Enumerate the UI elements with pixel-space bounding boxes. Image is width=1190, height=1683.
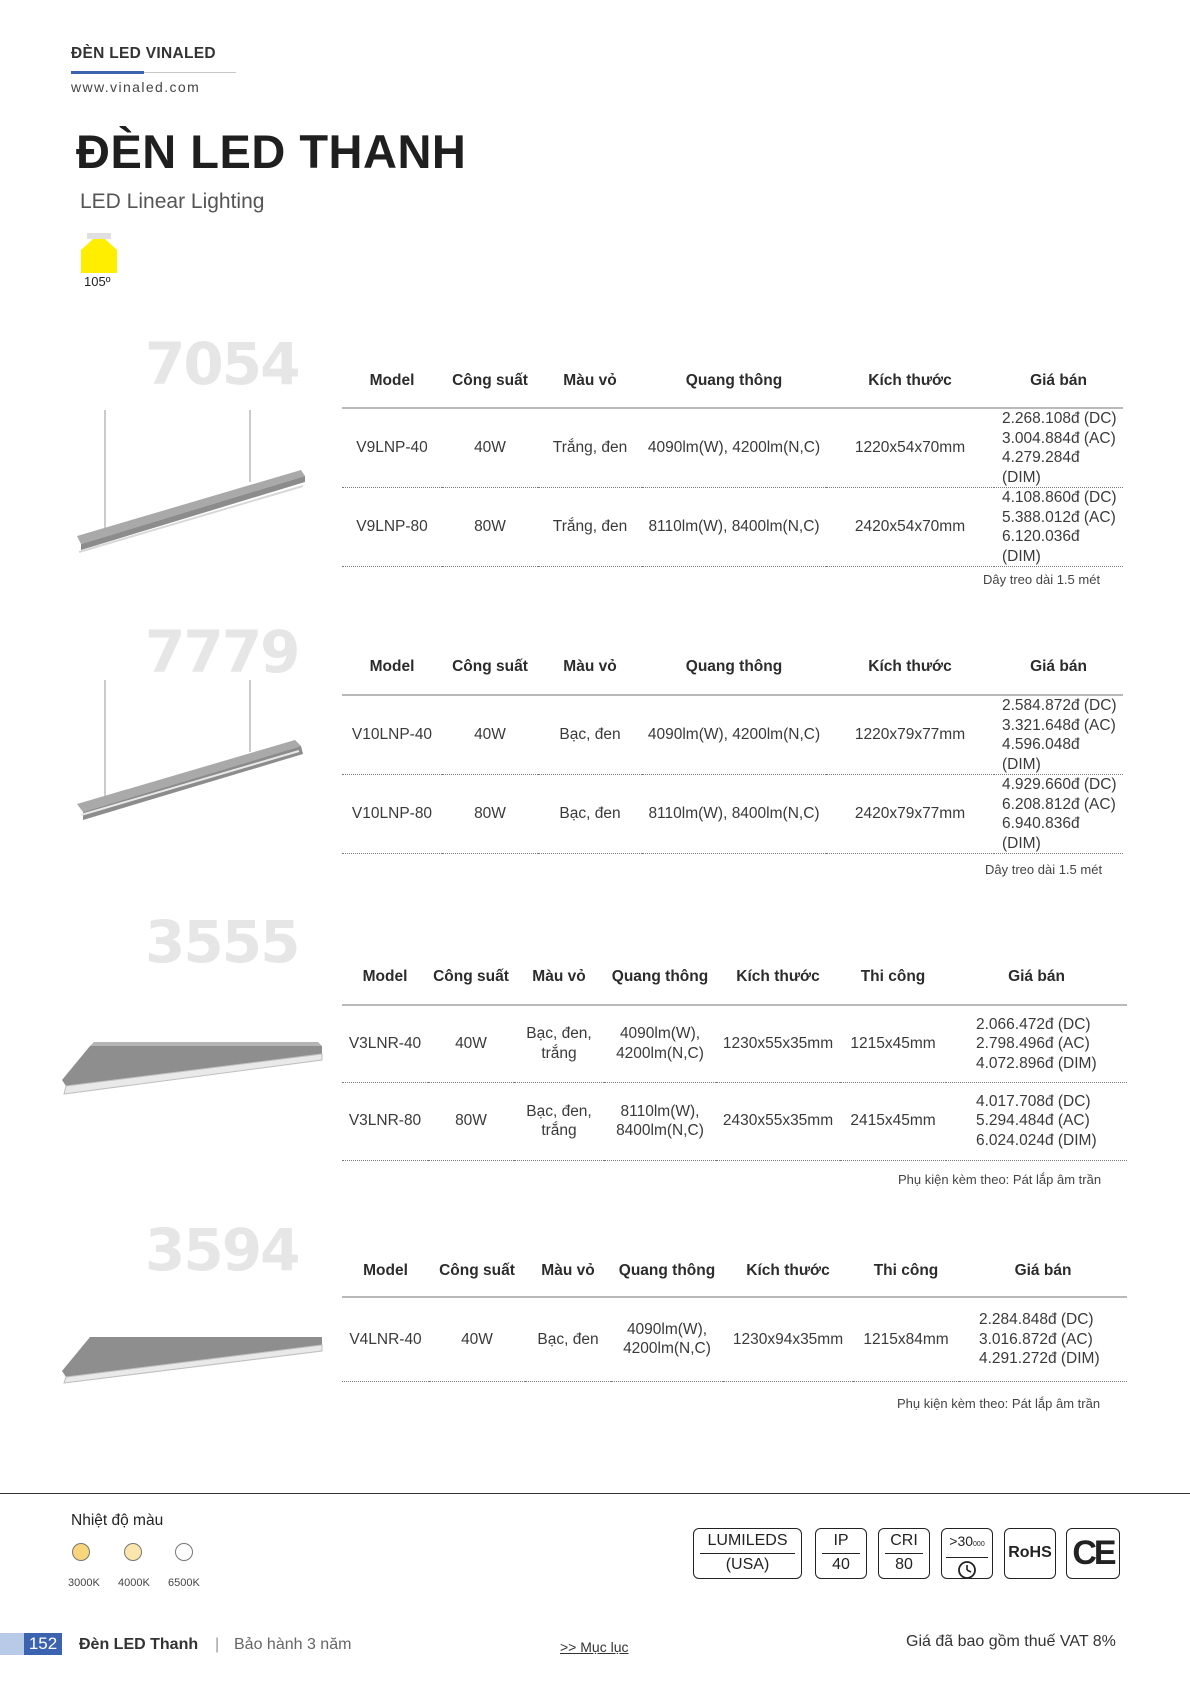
size-cell: 2420x79x77mm	[826, 775, 994, 854]
header-power: Công suất	[442, 640, 538, 695]
spec-table	[342, 355, 1123, 567]
lumen-line: 8400lm(N,C)	[616, 1122, 704, 1139]
lumileds-origin: (USA)	[725, 1556, 770, 1573]
color-cell: Trắng, đen	[538, 408, 642, 488]
price-dim: 4.279.284đ (DIM)	[1002, 449, 1080, 486]
color-temp-title: Nhiệt độ màu	[71, 1512, 164, 1529]
price-cell	[994, 695, 1123, 775]
price-ac: 5.294.484đ (AC)	[976, 1112, 1090, 1130]
table-row	[342, 1005, 1127, 1082]
brand-underline-grey	[144, 72, 236, 73]
price-ac: 2.798.496đ (AC)	[976, 1035, 1090, 1052]
lumen-cell: 8110lm(W), 8400lm(N,C)	[642, 775, 826, 854]
color-line: trắng	[541, 1122, 577, 1139]
color-cell	[514, 1082, 604, 1160]
header-model: Model	[342, 950, 428, 1005]
clock-icon	[954, 1558, 980, 1580]
table-row	[342, 488, 1123, 567]
size-cell: 1220x79x77mm	[826, 695, 994, 775]
page-number: 152	[24, 1633, 62, 1655]
size-cell: 1230x94x35mm	[723, 1297, 853, 1381]
lumen-line: 4200lm(N,C)	[623, 1340, 711, 1358]
price-dc: 4.017.708đ (DC)	[976, 1092, 1091, 1110]
lumen-cell: 8110lm(W), 8400lm(N,C)	[642, 488, 826, 567]
lumen-cell	[611, 1297, 723, 1381]
footer-section-title: Đèn LED Thanh	[79, 1636, 199, 1653]
price-dc: 2.584.872đ (DC)	[1002, 697, 1117, 714]
spec-table	[342, 640, 1123, 854]
price-cell	[994, 775, 1123, 854]
size-cell: 2420x54x70mm	[826, 488, 994, 567]
table-note: Phụ kiện kèm theo: Pát lắp âm trần	[897, 1396, 1101, 1411]
footer-warranty: Bảo hành 3 năm	[234, 1636, 352, 1653]
table-row	[342, 775, 1123, 854]
price-dc: 4.929.660đ (DC)	[1002, 776, 1117, 793]
color-line: Bạc, đen,	[526, 1025, 592, 1043]
header-model: Model	[342, 640, 442, 695]
ip-rating-badge	[815, 1528, 867, 1579]
power-cell: 40W	[429, 1297, 525, 1381]
lumen-line: 4200lm(N,C)	[616, 1044, 704, 1062]
pendant-linear-light-image	[75, 410, 311, 555]
spec-table	[342, 950, 1127, 1161]
model-cell: V10LNP-40	[342, 695, 442, 775]
lifetime-badge	[941, 1528, 993, 1579]
price-cell	[946, 1005, 1127, 1082]
header-price: Giá bán	[994, 640, 1123, 695]
cri-value: 80	[895, 1556, 913, 1573]
model-cell: V9LNP-40	[342, 408, 442, 488]
size-cell: 2430x55x35mm	[716, 1082, 840, 1160]
header-color: Màu vỏ	[514, 950, 604, 1005]
header-color: Màu vỏ	[538, 355, 642, 408]
header-model: Model	[342, 355, 442, 408]
price-dc: 2.284.848đ (DC)	[979, 1311, 1094, 1328]
color-cell: Bạc, đen	[538, 775, 642, 854]
lumen-cell	[604, 1082, 716, 1160]
footer-separator: |	[215, 1636, 220, 1653]
lumen-cell: 4090lm(W), 4200lm(N,C)	[642, 408, 826, 488]
lifetime-label	[946, 1529, 988, 1558]
price-dim: 4.596.048đ (DIM)	[1002, 736, 1080, 773]
install-cell: 2415x45mm	[840, 1082, 946, 1160]
color-dot-3000k	[72, 1543, 90, 1561]
header-size: Kích thước	[716, 950, 840, 1005]
lumileds-label: LUMILEDS	[700, 1529, 795, 1554]
power-cell: 40W	[428, 1005, 514, 1082]
color-cell: Bạc, đen	[525, 1297, 611, 1381]
table-row	[342, 408, 1123, 488]
price-dim: 6.120.036đ (DIM)	[1002, 528, 1080, 565]
lumen-line: 4090lm(W),	[626, 1320, 708, 1338]
model-cell: V4LNR-40	[342, 1297, 429, 1381]
header-color: Màu vỏ	[538, 640, 642, 695]
color-cell: Bạc, đen	[538, 695, 642, 775]
ip-label: IP	[822, 1529, 860, 1554]
cri-badge	[878, 1528, 930, 1579]
header-install: Thi công	[853, 1245, 959, 1297]
table-row	[342, 1297, 1127, 1381]
header-lumen: Quang thông	[611, 1245, 723, 1297]
price-dim: 4.291.272đ (DIM)	[979, 1350, 1100, 1367]
price-cell	[959, 1297, 1127, 1381]
price-ac: 3.321.648đ (AC)	[1002, 716, 1116, 734]
vat-note: Giá đã bao gồm thuế VAT 8%	[906, 1633, 1116, 1650]
page-number-accent	[0, 1633, 24, 1655]
price-ac: 5.388.012đ (AC)	[1002, 508, 1116, 526]
series-code: 3555	[145, 908, 299, 976]
price-dim: 4.072.896đ (DIM)	[976, 1054, 1097, 1072]
color-cell: Trắng, đen	[538, 488, 642, 567]
size-cell: 1230x55x35mm	[716, 1005, 840, 1082]
color-line: trắng	[541, 1044, 577, 1062]
beam-angle-label: 105º	[84, 274, 111, 289]
price-dim: 6.940.836đ (DIM)	[1002, 815, 1080, 852]
table-row	[342, 1082, 1127, 1160]
header-size: Kích thước	[826, 640, 994, 695]
price-dim: 6.024.024đ (DIM)	[976, 1131, 1097, 1149]
price-ac: 6.208.812đ (AC)	[1002, 795, 1116, 813]
lumen-line: 4090lm(W),	[619, 1025, 701, 1043]
series-code: 7779	[145, 618, 299, 686]
color-temp-label: 3000K	[68, 1577, 100, 1589]
header-lumen: Quang thông	[604, 950, 716, 1005]
header-lumen: Quang thông	[642, 640, 826, 695]
color-temp-label: 4000K	[118, 1577, 150, 1589]
power-cell: 80W	[428, 1082, 514, 1160]
pendant-linear-light-image	[75, 680, 311, 820]
lifetime-hours-suffix: 000	[973, 1541, 985, 1548]
page-subtitle: LED Linear Lighting	[80, 190, 265, 213]
install-cell: 1215x45mm	[840, 1005, 946, 1082]
model-cell: V3LNR-40	[342, 1005, 428, 1082]
header-price: Giá bán	[959, 1245, 1127, 1297]
header-price: Giá bán	[946, 950, 1127, 1005]
table-note: Dây treo dài 1.5 mét	[985, 862, 1103, 877]
power-cell: 40W	[442, 408, 538, 488]
header-power: Công suất	[428, 950, 514, 1005]
rohs-badge: RoHS	[1004, 1528, 1056, 1579]
lumileds-badge	[693, 1528, 802, 1579]
price-ac: 3.016.872đ (AC)	[979, 1330, 1093, 1348]
beam-angle-icon	[81, 233, 117, 273]
header-price: Giá bán	[994, 355, 1123, 408]
table-row	[342, 695, 1123, 775]
color-dot-6500k	[175, 1543, 193, 1561]
header-size: Kích thước	[826, 355, 994, 408]
series-code: 3594	[145, 1216, 299, 1284]
price-cell	[994, 488, 1123, 567]
header-lumen: Quang thông	[642, 355, 826, 408]
table-note: Phụ kiện kèm theo: Pát lắp âm trần	[898, 1172, 1102, 1187]
cri-label: CRI	[885, 1529, 923, 1554]
lumen-cell	[604, 1005, 716, 1082]
lifetime-hours: >30	[949, 1533, 974, 1549]
model-cell: V10LNP-80	[342, 775, 442, 854]
price-dc: 2.066.472đ (DC)	[976, 1015, 1091, 1033]
lumen-cell: 4090lm(W), 4200lm(N,C)	[642, 695, 826, 775]
color-line: Bạc, đen,	[526, 1102, 592, 1120]
ce-mark-badge: CE	[1066, 1528, 1120, 1579]
footer-divider	[0, 1493, 1190, 1494]
recessed-linear-light-image	[60, 1333, 326, 1385]
brand-underline	[71, 71, 144, 74]
toc-link[interactable]: >> Mục lục	[560, 1639, 629, 1655]
install-cell: 1215x84mm	[853, 1297, 959, 1381]
price-dc: 4.108.860đ (DC)	[1002, 489, 1117, 506]
header-power: Công suất	[442, 355, 538, 408]
price-cell	[994, 408, 1123, 488]
lumen-line: 8110lm(W),	[620, 1102, 700, 1120]
page-title: ĐÈN LED THANH	[76, 125, 467, 178]
power-cell: 80W	[442, 775, 538, 854]
price-cell	[946, 1082, 1127, 1160]
spec-table	[342, 1245, 1127, 1382]
brand-name: ĐÈN LED VINALED	[71, 45, 216, 62]
size-cell: 1220x54x70mm	[826, 408, 994, 488]
price-dc: 2.268.108đ (DC)	[1002, 410, 1117, 427]
website: www.vinaled.com	[71, 79, 201, 95]
model-cell: V9LNP-80	[342, 488, 442, 567]
ip-value: 40	[832, 1556, 850, 1573]
power-cell: 80W	[442, 488, 538, 567]
header-color: Màu vỏ	[525, 1245, 611, 1297]
color-dot-4000k	[124, 1543, 142, 1561]
header-size: Kích thước	[723, 1245, 853, 1297]
header-model: Model	[342, 1245, 429, 1297]
header-install: Thi công	[840, 950, 946, 1005]
color-cell	[514, 1005, 604, 1082]
recessed-linear-light-image	[60, 1040, 326, 1096]
model-cell: V3LNR-80	[342, 1082, 428, 1160]
color-temp-label: 6500K	[168, 1577, 200, 1589]
series-code: 7054	[145, 330, 299, 398]
power-cell: 40W	[442, 695, 538, 775]
table-note: Dây treo dài 1.5 mét	[983, 572, 1101, 587]
header-power: Công suất	[429, 1245, 525, 1297]
price-ac: 3.004.884đ (AC)	[1002, 429, 1116, 447]
